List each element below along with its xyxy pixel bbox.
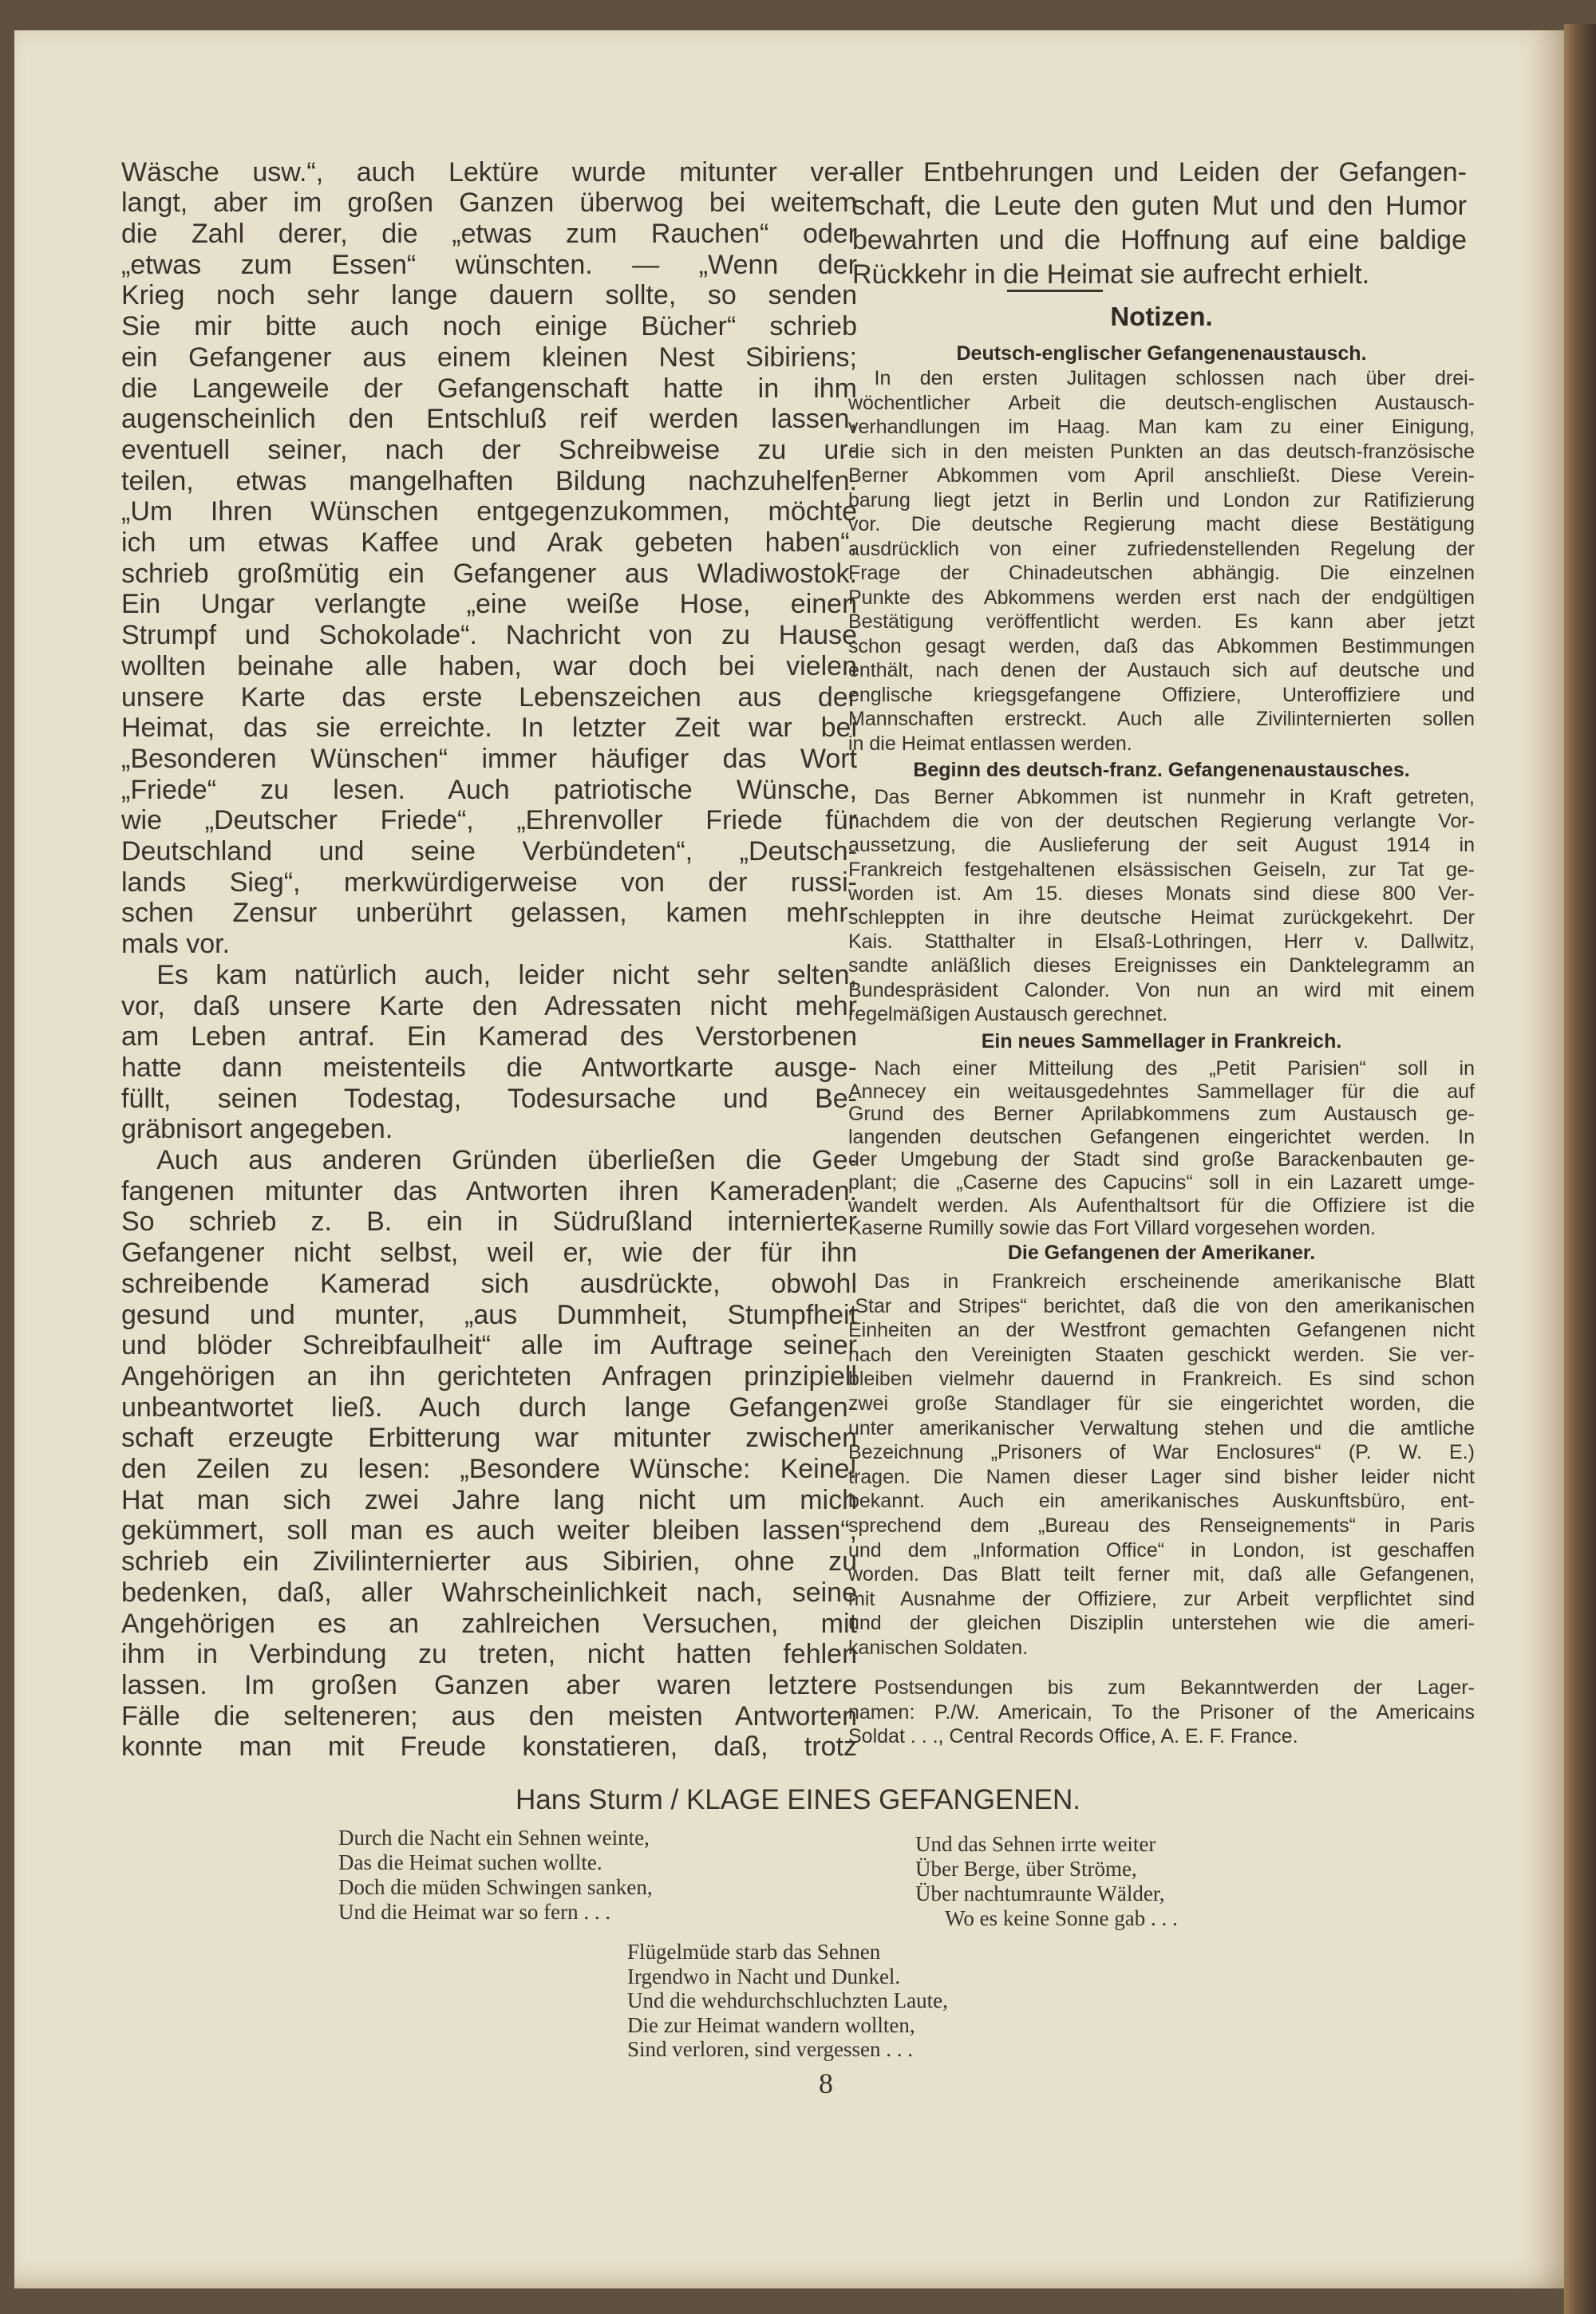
notice-line: schleppten in ihre deutsche Heimat zurückgekehrt. Der: [848, 906, 1475, 929]
left-column-line: Auch aus anderen Gründen überließen die Ge-: [156, 1145, 857, 1176]
notice-line: Frankreich festgehaltenen elsässischen Geiseln, zur Tat ge-: [848, 858, 1475, 881]
left-column-line: Ein Ungar verlangte „eine weiße Hose, einen: [121, 589, 857, 620]
poem-line: Die zur Heimat wandern wollten,: [627, 2012, 915, 2037]
left-column-line: „etwas zum Essen“ wünschten. — „Wenn der: [121, 249, 857, 280]
right-column-line: schaft, die Leute den guten Mut und den Humor: [852, 191, 1467, 222]
left-column-line: Wäsche usw.“, auch Lektüre wurde mitunter ver-: [121, 156, 857, 188]
notice-line: sandte anläßlich dieses Ereignisses ein Danktelegramm an: [848, 954, 1475, 977]
notice-line: worden. Das Blatt teilt ferner mit, daß alle Gefangenen,: [848, 1563, 1475, 1586]
notice-heading: Ein neues Sammellager in Frankreich.: [981, 1030, 1342, 1052]
left-column-line: Strumpf und Schokolade“. Nachricht von zu Hause: [121, 620, 857, 651]
notice-line: der Umgebung der Stadt sind große Barackenbauten ge-: [848, 1148, 1475, 1171]
notice-line: vor. Die deutsche Regierung macht diese Bestätigung: [848, 513, 1475, 535]
left-column-line: Angehörigen an ihn gerichteten Anfragen prinzipiell: [121, 1360, 857, 1392]
notice-line: aussetzung, die Auslieferung der seit August 1914 in: [848, 834, 1475, 857]
left-column-line: unsere Karte das erste Lebenszeichen aus der: [121, 681, 857, 713]
left-column-line: schaft erzeugte Erbitterung war mitunter zwischen: [121, 1423, 857, 1454]
left-column-line: mals vor.: [121, 929, 231, 960]
page-stack-edge: [1564, 24, 1596, 2314]
left-column-line: schreibende Kamerad sich ausdrückte, obwohl: [121, 1268, 857, 1299]
notice-line: ausdrücklich von einer zufriedenstellenden Regelung der: [848, 537, 1475, 560]
left-column-line: hatte dann meistenteils die Antwortkarte ausge-: [121, 1052, 857, 1083]
notice-line: Bezeichnung „Prisoners of War Enclosures“ (P. W. E.): [848, 1441, 1475, 1464]
poem-title: Hans Sturm / KLAGE EINES GEFANGENEN.: [516, 1784, 1080, 1815]
notice-line: langenden deutschen Gefangenen eingerichtet werden. In: [848, 1125, 1475, 1148]
left-column-line: „Friede“ zu lesen. Auch patriotische Wünsche,: [121, 774, 857, 805]
poem-line: Und die wehdurchschluchzten Laute,: [627, 1988, 948, 2012]
left-column-line: ein Gefangener aus einem kleinen Nest Sibiriens;: [121, 342, 857, 373]
left-column-line: am Leben antraf. Ein Kamerad des Verstorbenen: [121, 1021, 857, 1052]
left-column-line: Gefangener nicht selbst, weil er, wie der für ihn: [121, 1238, 857, 1269]
notice-line: Das Berner Abkommen ist nunmehr in Kraft getreten,: [874, 786, 1475, 808]
left-column-line: So schrieb z. B. ein in Südrußland internierter: [121, 1206, 857, 1238]
page-number: 8: [819, 2067, 833, 2099]
left-column-line: gesund und munter, „aus Dummheit, Stumpfheit: [121, 1299, 857, 1330]
notice-line: bleiben vielmehr dauernd in Frankreich. Es sind schon: [848, 1368, 1475, 1391]
notice-line: Kaserne Rumilly sowie das Fort Villard vorgesehen worden.: [848, 1217, 1376, 1240]
notice-line: mit Ausnahme der Offiziere, zur Arbeit verpflichtet sind: [848, 1587, 1475, 1610]
left-column-line: Angehörigen es an zahlreichen Versuchen, mit: [121, 1608, 857, 1639]
left-column-line: unbeantwortet ließ. Auch durch lange Gefangen-: [121, 1392, 857, 1423]
left-column-line: gräbnisort angegeben.: [121, 1114, 393, 1145]
notice-line: regelmäßigen Austausch gerechnet.: [848, 1002, 1168, 1025]
notice-line: worden ist. Am 15. dieses Monats sind diese 800 Ver-: [848, 882, 1475, 905]
left-column-line: schrieb großmütig ein Gefangener aus Wladiwostok.: [121, 558, 857, 589]
notice-line: Kais. Statthalter in Elsaß-Lothringen, Herr v. Dallwitz,: [848, 930, 1475, 954]
left-column-line: schrieb ein Zivilinternierter aus Sibirien, ohne zu: [121, 1546, 857, 1578]
notice-line: in die Heimat entlassen werden.: [848, 732, 1132, 755]
notice-line: kanischen Soldaten.: [848, 1637, 1029, 1659]
left-column-line: schen Zensur unberührt gelassen, kamen mehr-: [121, 898, 857, 929]
notice-line: barung liegt jetzt in Berlin und London zur Ratifizierung: [848, 488, 1475, 511]
notice-line: unter amerikanischer Verwaltung stehen und die amtliche: [848, 1416, 1475, 1439]
left-column-line: konnte man mit Freude konstatieren, daß, trotz: [121, 1732, 857, 1763]
notes-section-title: Notizen.: [1110, 302, 1213, 331]
poem-line: Über Berge, über Ströme,: [915, 1857, 1137, 1881]
poem-line: Und die Heimat war so fern . . .: [338, 1900, 611, 1924]
left-column-line: „Um Ihren Wünschen entgegenzukommen, möchte: [121, 496, 857, 527]
left-column-line: ihm in Verbindung zu treten, nicht hatten fehlen: [121, 1639, 857, 1670]
left-column-line: Es kam natürlich auch, leider nicht sehr selten,: [156, 959, 857, 990]
notice-heading: Beginn des deutsch-franz. Gefangenenaustausches.: [913, 759, 1410, 781]
notice-line: plant; die „Caserne des Capucins“ soll in ein Lazarett umge-: [848, 1171, 1475, 1194]
left-column-line: bedenken, daß, aller Wahrscheinlichkeit nach, seine: [121, 1577, 857, 1608]
poem-line: Irgendwo in Nacht und Dunkel.: [627, 1964, 901, 1988]
notice-line: Postsendungen bis zum Bekanntwerden der Lager-: [874, 1676, 1475, 1699]
notice-line: enthält, nach denen der Austauch sich auf deutsche und: [848, 659, 1475, 681]
right-column-line: aller Entbehrungen und Leiden der Gefangen-: [852, 156, 1467, 188]
notice-line: Frage der Chinadeutschen abhängig. Die einzelnen: [848, 562, 1475, 584]
left-column-line: Hat man sich zwei Jahre lang nicht um mich: [121, 1484, 857, 1515]
notice-line: Bestätigung veröffentlicht werden. Es kann aber jetzt: [848, 610, 1475, 633]
notice-line: und dem „Information Office“ in London, ist geschaffen: [848, 1538, 1475, 1562]
notice-line: tragen. Die Namen dieser Lager sind bisher leider nicht: [848, 1465, 1475, 1488]
poem-line: Und das Sehnen irrte weiter: [915, 1832, 1156, 1856]
left-column-line: ich um etwas Kaffee und Arak gebeten haben“,: [121, 527, 857, 559]
left-column-line: Sie mir bitte auch noch einige Bücher“ schrieb: [121, 311, 857, 342]
left-column-line: Heimat, das sie erreichte. In letzter Zeit war bei: [121, 713, 857, 744]
left-column-line: wollten beinahe alle haben, war doch bei vielen: [121, 650, 857, 681]
notice-line: Punkte des Abkommens werden erst nach der endgültigen: [848, 586, 1475, 609]
left-column-line: die Langeweile der Gefangenschaft hatte in ihm: [121, 373, 857, 404]
poem-line: Doch die müden Schwingen sanken,: [338, 1875, 653, 1899]
left-column-line: Deutschland und seine Verbündeten“, „Deutsch-: [121, 836, 857, 867]
left-column-line: wie „Deutscher Friede“, „Ehrenvoller Friede für: [121, 805, 857, 836]
notice-line: Bundespräsident Calonder. Von nun an wird mit einem: [848, 978, 1475, 1001]
left-column-line: gekümmert, soll man es auch weiter bleiben lassen“,: [121, 1515, 857, 1546]
left-column-line: den Zeilen zu lesen: „Besondere Wünsche: Keine!: [121, 1454, 857, 1485]
left-column-line: lassen. Im großen Ganzen aber waren letztere: [121, 1669, 857, 1700]
notice-line: englische kriegsgefangene Offiziere, Unteroffiziere und: [848, 683, 1475, 706]
notice-line: schon gesagt werden, daß das Abkommen Bestimmungen: [848, 634, 1475, 657]
notice-line: „Star and Stripes“ berichtet, daß die von den amerikanischen: [848, 1294, 1475, 1317]
notice-line: die sich in den meisten Punkten an das deutsch-französische: [848, 440, 1475, 463]
notice-heading: Deutsch-englischer Gefangenenaustausch.: [956, 342, 1367, 365]
left-column-line: teilen, etwas mangelhaften Bildung nachzuhelfen.: [121, 465, 857, 496]
notice-line: nachdem die von der deutschen Regierung verlangte Vor-: [848, 810, 1475, 833]
left-column-line: „Besonderen Wünschen“ immer häufiger das Wort: [121, 743, 857, 774]
notice-line: nach den Vereinigten Staaten geschickt werden. Sie ver-: [848, 1343, 1475, 1366]
notice-line: wandelt werden. Als Aufenthaltsort für die Offiziere ist die: [848, 1194, 1475, 1217]
notice-line: wöchentlicher Arbeit die deutsch-englischen Austausch-: [848, 391, 1475, 414]
left-column-line: Fälle die selteneren; aus den meisten Antworten: [121, 1700, 857, 1732]
left-column-line: Krieg noch sehr lange dauern sollte, so senden: [121, 280, 857, 311]
notice-line: zwei große Standlager für sie eingerichtet worden, die: [848, 1392, 1475, 1415]
poem-line: Flügelmüde starb das Sehnen: [627, 1940, 881, 1964]
left-column-line: die Zahl derer, die „etwas zum Rauchen“ oder: [121, 219, 857, 250]
poem-line: Das die Heimat suchen wollte.: [338, 1850, 602, 1874]
notice-line: In den ersten Julitagen schlossen nach über drei-: [874, 367, 1475, 389]
right-column-line: Rückkehr in die Heimat sie aufrecht erhielt.: [852, 259, 1370, 290]
notice-line: Annecey ein weitausgedehntes Sammellager für die auf: [848, 1080, 1475, 1103]
left-column-line: langt, aber im großen Ganzen überwog bei weitem: [121, 188, 857, 219]
notice-line: Nach einer Mitteilung des „Petit Parisien“ soll in: [874, 1057, 1475, 1080]
left-column-line: augenscheinlich den Entschluß reif werden lassen,: [121, 404, 857, 435]
notice-heading: Die Gefangenen der Amerikaner.: [1007, 1242, 1316, 1264]
notice-line: Das in Frankreich erscheinende amerikanische Blatt: [874, 1270, 1475, 1293]
notice-line: und der gleichen Disziplin unterstehen wie die ameri-: [848, 1612, 1475, 1635]
poem-line: Wo es keine Sonne gab . . .: [945, 1906, 1178, 1930]
left-column-line: und blöder Schreibfaulheit“ alle im Auftrage seiner: [121, 1330, 857, 1361]
notice-line: Mannschaften erstreckt. Auch alle Zivilinternierten sollen: [848, 708, 1475, 730]
poem-line: Durch die Nacht ein Sehnen weinte,: [338, 1826, 650, 1850]
left-column-line: lands Sieg“, merkwürdigerweise von der russi-: [121, 867, 857, 898]
left-column-line: vor, daß unsere Karte den Adressaten nicht mehr: [121, 990, 857, 1021]
poem-line: Sind verloren, sind vergessen . . .: [627, 2037, 913, 2061]
notice-line: Einheiten an der Westfront gemachten Gefangenen nicht: [848, 1319, 1475, 1342]
notice-line: namen: P./W. Americain, To the Prisoner of the Americains: [848, 1700, 1475, 1724]
poem-line: Über nachtumraunte Wälder,: [915, 1882, 1165, 1905]
notice-line: bekannt. Auch ein amerikanisches Auskunftsbüro, ent-: [848, 1490, 1475, 1513]
notice-line: Berner Abkommen vom April anschließt. Diese Verein-: [848, 464, 1475, 487]
notice-line: sprechend dem „Bureau des Renseignements“ in Paris: [848, 1514, 1475, 1537]
right-column-line: bewahrten und die Hoffnung auf eine baldige: [852, 225, 1467, 256]
notice-line: Soldat . . ., Central Records Office, A. E. F. France.: [848, 1725, 1298, 1748]
left-column-line: eventuell seiner, nach der Schreibweise zu ur-: [121, 434, 857, 465]
notice-line: Grund des Berner Aprilabkommens zum Austausch ge-: [848, 1103, 1475, 1126]
notice-line: verhandlungen im Haag. Man kam zu einer Einigung,: [848, 416, 1475, 438]
left-column-line: fangenen mitunter das Antworten ihren Kameraden.: [121, 1175, 857, 1206]
left-column-line: füllt, seinen Todestag, Todesursache und Be-: [121, 1083, 857, 1114]
